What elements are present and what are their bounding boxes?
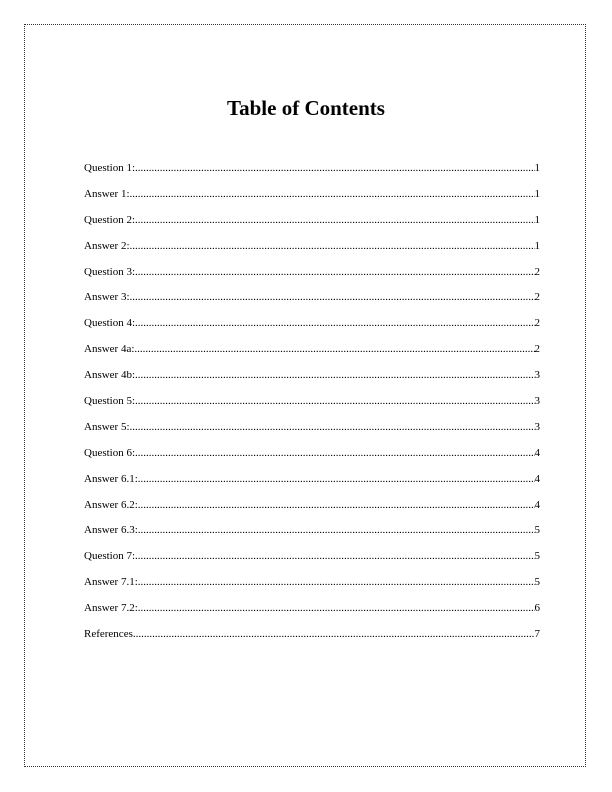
toc-entry-label: Question 1: xyxy=(84,162,136,174)
dot-leader xyxy=(133,627,535,641)
dot-leader xyxy=(138,575,535,589)
toc-entry-answer-6-1[interactable] xyxy=(84,472,540,498)
toc-entry-page: 5 xyxy=(534,576,540,589)
toc-entry-page: 3 xyxy=(534,369,540,382)
toc-entry-question-4[interactable] xyxy=(84,316,540,342)
dot-leader xyxy=(135,368,534,382)
dot-leader xyxy=(138,498,535,512)
toc-entry-answer-3[interactable] xyxy=(84,290,540,316)
dot-leader xyxy=(130,187,535,201)
toc-entry-answer-4a[interactable] xyxy=(84,342,540,368)
toc-entry-answer-6-3[interactable] xyxy=(84,523,540,549)
toc-entry-page: 3 xyxy=(534,395,540,408)
dot-leader xyxy=(130,420,535,434)
toc-entry-page: 4 xyxy=(534,472,540,485)
dot-leader xyxy=(135,161,534,175)
dot-leader xyxy=(135,394,534,408)
toc-entry-label: Answer 7.1: xyxy=(84,576,138,589)
dot-leader xyxy=(130,290,535,304)
toc-entry-page: 2 xyxy=(534,291,540,304)
toc-entry-page: 2 xyxy=(534,317,540,330)
dot-leader xyxy=(135,446,534,460)
dot-leader xyxy=(130,239,535,253)
toc-entry-label: Answer 4b: xyxy=(84,369,136,382)
dot-leader xyxy=(135,316,534,330)
dot-leader xyxy=(135,549,534,563)
toc-entry-answer-7-2[interactable] xyxy=(84,601,540,627)
toc-entry-label: Answer 6.2: xyxy=(84,498,138,511)
toc-entry-label: Answer 4a: xyxy=(84,343,135,356)
toc-entry-page: 1 xyxy=(534,162,540,174)
toc-entry-page: 3 xyxy=(534,420,540,433)
toc-entry-question-2[interactable] xyxy=(84,213,540,239)
toc-entry-label: Answer 2: xyxy=(84,239,130,252)
dot-leader xyxy=(135,213,534,227)
toc-entry-label: Question 4: xyxy=(84,317,136,330)
toc-entry-answer-7-1[interactable] xyxy=(84,575,540,601)
toc-entry-answer-1[interactable] xyxy=(84,187,540,213)
toc-title: Table of Contents xyxy=(227,96,385,120)
toc-entry-page: 6 xyxy=(534,602,540,615)
toc-entry-answer-4b[interactable] xyxy=(84,368,540,394)
toc-entry-answer-6-2[interactable] xyxy=(84,498,540,524)
toc-entry-label: Answer 5: xyxy=(84,420,130,433)
toc-entry-label: Answer 6.1: xyxy=(84,472,138,485)
toc-entry-label: Answer 1: xyxy=(84,187,130,200)
toc-entry-label: Answer 6.3: xyxy=(84,524,138,537)
dot-leader xyxy=(135,265,534,279)
toc-entry-label: References xyxy=(84,628,133,641)
toc-entry-page: 1 xyxy=(534,239,540,252)
toc-entry-label: Question 2: xyxy=(84,213,136,226)
toc-entry-question-3[interactable] xyxy=(84,265,540,291)
toc-entry-label: Answer 7.2: xyxy=(84,602,138,615)
dot-leader xyxy=(134,342,534,356)
toc-entry-page: 4 xyxy=(534,446,540,459)
dot-leader xyxy=(138,601,535,615)
toc-entry-page: 2 xyxy=(534,343,540,356)
toc-entry-answer-5[interactable] xyxy=(84,420,540,446)
toc-entry-label: Question 7: xyxy=(84,550,136,563)
toc-entry-page: 2 xyxy=(534,265,540,278)
toc-entry-label: Question 3: xyxy=(84,265,136,278)
toc-entry-page: 7 xyxy=(534,628,540,641)
toc-entry-label: Question 5: xyxy=(84,395,136,408)
toc-entry-question-6[interactable] xyxy=(84,446,540,472)
toc-entry-answer-2[interactable] xyxy=(84,239,540,265)
toc-entry-question-5[interactable] xyxy=(84,394,540,420)
toc-entry-page: 4 xyxy=(534,498,540,511)
dot-leader xyxy=(138,472,535,486)
toc-entry-page: 5 xyxy=(534,524,540,537)
toc-entry-references[interactable] xyxy=(84,627,540,653)
toc-entry-page: 1 xyxy=(534,213,540,226)
toc-entry-label: Question 6: xyxy=(84,446,136,459)
toc-entry-page: 5 xyxy=(534,550,540,563)
toc-entry-question-1[interactable] xyxy=(84,161,540,187)
toc-list xyxy=(84,161,540,653)
toc-entry-label: Answer 3: xyxy=(84,291,130,304)
toc-entry-question-7[interactable] xyxy=(84,549,540,575)
dot-leader xyxy=(138,523,535,537)
toc-entry-page: 1 xyxy=(534,187,540,200)
